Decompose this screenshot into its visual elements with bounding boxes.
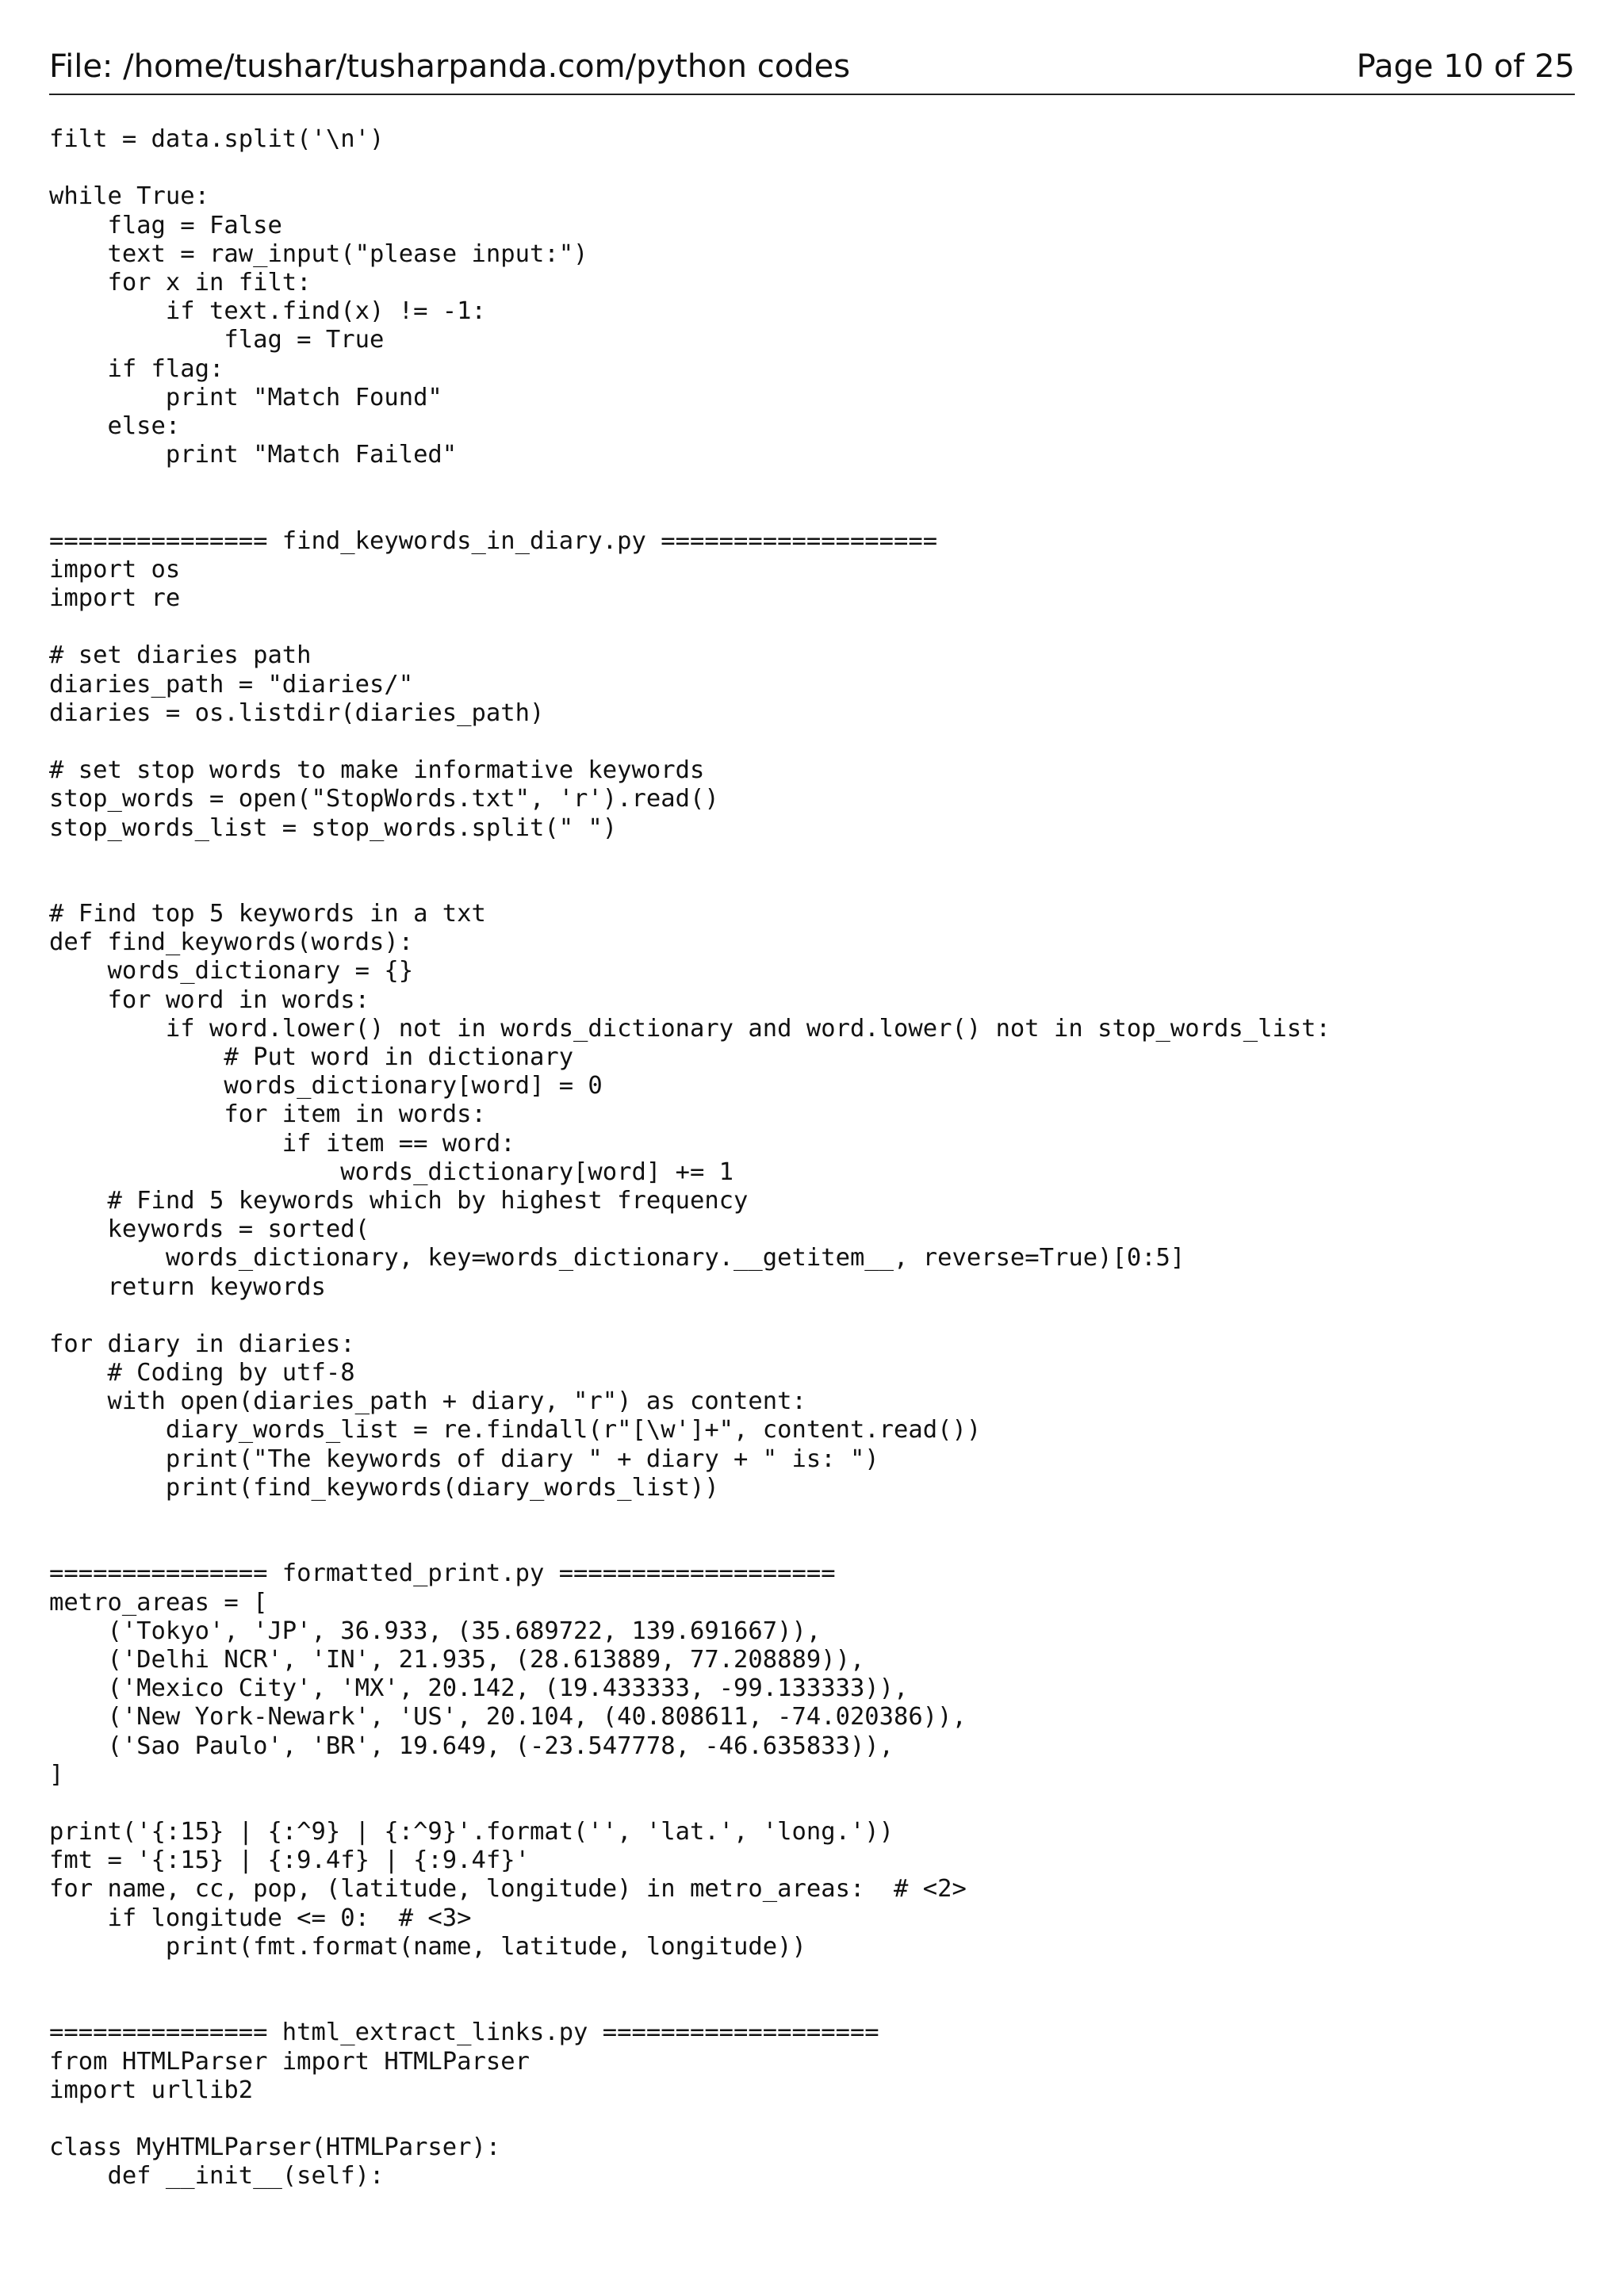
code-line: class MyHTMLParser(HTMLParser): (49, 2133, 501, 2162)
code-line: print("The keywords of diary " + diary + " is: ") (49, 1445, 879, 1473)
code-line (49, 728, 1575, 756)
code-line (49, 843, 1575, 871)
code-line: stop_words_list = stop_words.split(" ") (49, 813, 618, 842)
code-line: def find_keywords(words): (49, 928, 414, 957)
code-line: flag = False (49, 211, 282, 239)
code-line: print('{:15} | {:^9} | {:^9}'.format('', 'lat.', 'long.')) (49, 1818, 894, 1846)
code-line (49, 498, 1575, 526)
code-line: # Put word in dictionary (49, 1043, 574, 1071)
code-line: ('Sao Paulo', 'BR', 19.649, (-23.547778, -46.635833)), (49, 1732, 894, 1760)
code-line: fmt = '{:15} | {:9.4f} | {:9.4f}' (49, 1846, 530, 1875)
code-line (49, 2105, 1575, 2133)
code-line (49, 871, 1575, 900)
code-line: for item in words: (49, 1100, 486, 1129)
code-line: return keywords (49, 1272, 326, 1301)
code-line: ] (49, 1760, 64, 1789)
code-line: ('Mexico City', 'MX', 20.142, (19.433333, -99.133333)), (49, 1674, 909, 1703)
code-line: if item == word: (49, 1129, 515, 1158)
code-line: print(find_keywords(diary_words_list)) (49, 1473, 719, 1502)
code-line: if word.lower() not in words_dictionary and word.lower() not in stop_words_list: (49, 1014, 1331, 1043)
code-line: # set stop words to make informative keywords (49, 756, 705, 785)
code-line: # Find 5 keywords which by highest frequency (49, 1186, 749, 1215)
code-line: if flag: (49, 354, 224, 383)
file-path-label: File: /home/tushar/tusharpanda.com/python codes (49, 48, 851, 85)
code-line: # Find top 5 keywords in a txt (49, 900, 486, 928)
code-line (49, 1531, 1575, 1559)
code-line: print(fmt.format(name, latitude, longitude)) (49, 1932, 806, 1961)
code-line (49, 1302, 1575, 1330)
code-line: with open(diaries_path + diary, "r") as content: (49, 1387, 806, 1416)
code-line: ('New York-Newark', 'US', 20.104, (40.808611, -74.020386)), (49, 1703, 967, 1732)
code-line: keywords = sorted( (49, 1215, 370, 1244)
code-line: # set diaries path (49, 641, 312, 670)
code-line: # Coding by utf-8 (49, 1359, 355, 1387)
code-line (49, 1990, 1575, 2019)
code-line: words_dictionary, key=words_dictionary.__getitem__, reverse=True)[0:5] (49, 1244, 1185, 1272)
code-line: =============== html_extract_links.py =================== (49, 2019, 879, 2047)
code-line (49, 1789, 1575, 1818)
code-line: from HTMLParser import HTMLParser (49, 2047, 530, 2076)
code-line: words_dictionary = {} (49, 957, 414, 985)
code-line: print "Match Failed" (49, 441, 458, 469)
code-line: def __init__(self): (49, 2162, 385, 2191)
code-line (49, 154, 1575, 182)
code-line: diaries_path = "diaries/" (49, 670, 414, 698)
code-listing (49, 125, 1575, 2266)
code-line: text = raw_input("please input:") (49, 239, 588, 268)
code-line: filt = data.split('\n') (49, 125, 385, 153)
code-line: ('Tokyo', 'JP', 36.933, (35.689722, 139.691667)), (49, 1617, 822, 1645)
code-line: metro_areas = [ (49, 1588, 268, 1617)
code-line: else: (49, 411, 181, 440)
code-line: if longitude <= 0: # <3> (49, 1904, 472, 1932)
code-line: =============== formatted_print.py =================== (49, 1559, 836, 1588)
code-line (49, 1961, 1575, 1990)
code-line: diaries = os.listdir(diaries_path) (49, 698, 545, 727)
code-line: ('Delhi NCR', 'IN', 21.935, (28.613889, 77.208889)), (49, 1645, 865, 1674)
code-line: if text.find(x) != -1: (49, 297, 486, 326)
code-line: while True: (49, 182, 209, 211)
code-line (49, 1502, 1575, 1531)
code-line: import re (49, 584, 181, 612)
code-line: for name, cc, pop, (latitude, longitude) in metro_areas: # <2> (49, 1875, 967, 1904)
code-line: diary_words_list = re.findall(r"[\w']+", content.read()) (49, 1416, 982, 1445)
code-line: import os (49, 555, 181, 584)
code-line: =============== find_keywords_in_diary.py =================== (49, 526, 938, 555)
code-line: print "Match Found" (49, 383, 442, 411)
page-number-label: Page 10 of 25 (1356, 48, 1575, 85)
code-line: flag = True (49, 326, 385, 354)
code-line: for x in filt: (49, 268, 312, 297)
page-header (49, 46, 1575, 95)
code-line (49, 469, 1575, 498)
code-line: words_dictionary[word] += 1 (49, 1158, 734, 1186)
code-line: stop_words = open("StopWords.txt", 'r').read() (49, 785, 719, 813)
code-line: for diary in diaries: (49, 1330, 355, 1358)
code-line (49, 613, 1575, 641)
code-line: for word in words: (49, 985, 370, 1014)
code-line: import urllib2 (49, 2076, 254, 2104)
code-line: words_dictionary[word] = 0 (49, 1072, 603, 1100)
